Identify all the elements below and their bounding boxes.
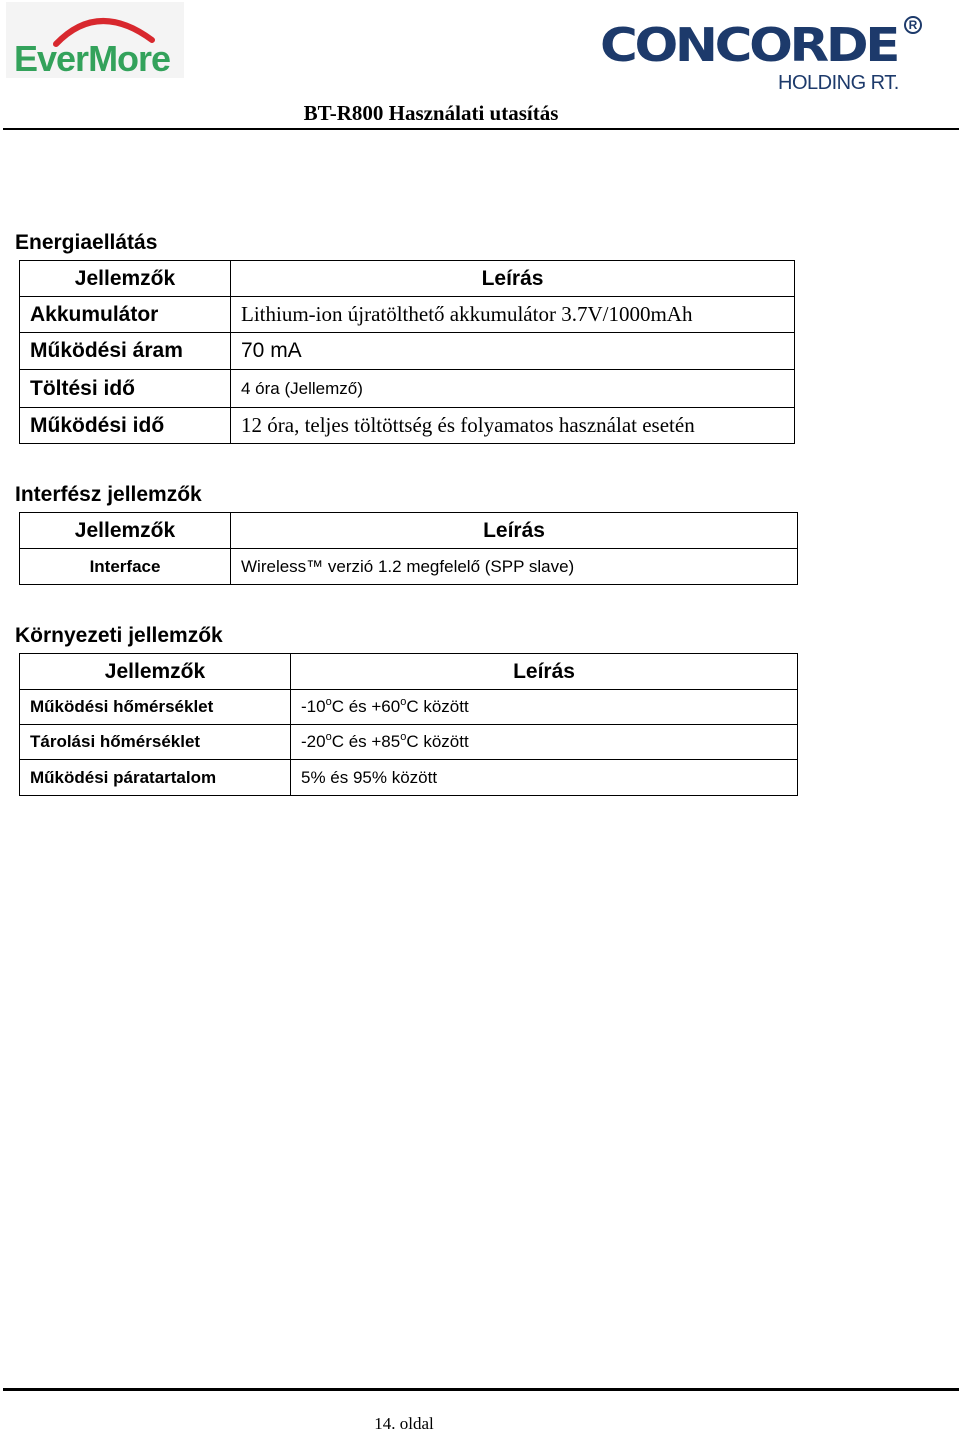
row-value-operating-time: 12 óra, teljes töltöttség és folyamatos használat esetén bbox=[231, 408, 795, 444]
column-header-description: Leírás bbox=[231, 261, 795, 297]
row-value-interface: Wireless™ verzió 1.2 megfelelő (SPP slave) bbox=[231, 549, 798, 585]
row-label-charging-time: Töltési idő bbox=[20, 370, 231, 408]
row-value-charging-time: 4 óra (Jellemző) bbox=[231, 370, 795, 408]
evermore-logo-text: EverMore bbox=[14, 38, 171, 79]
registered-mark-icon: R bbox=[904, 16, 922, 34]
page-number: 14. oldal bbox=[374, 1414, 434, 1433]
section-title-interface: Interfész jellemzők bbox=[15, 483, 202, 506]
column-header-feature: Jellemzők bbox=[20, 261, 231, 297]
row-value-battery: Lithium-ion újratölthető akkumulátor 3.7V/1000mAh bbox=[231, 297, 795, 333]
row-value-storage-temperature: -20$^o$C és $+85^oC$ között bbox=[291, 725, 798, 760]
table-row bbox=[20, 690, 798, 725]
row-label-battery: Akkumulátor bbox=[20, 297, 231, 333]
row-value-operating-humidity: 5% és 95% között bbox=[291, 760, 798, 796]
section-title-power: Energiaellátás bbox=[15, 231, 158, 254]
concorde-logo-subtext: HOLDING RT. bbox=[778, 72, 899, 94]
row-label-operating-humidity: Működési páratartalom bbox=[20, 760, 291, 796]
concorde-logo-text: CONCORDE bbox=[600, 18, 898, 72]
interface-table bbox=[19, 512, 798, 585]
table-row bbox=[20, 408, 795, 444]
table-row bbox=[20, 333, 795, 370]
table-row bbox=[20, 760, 798, 796]
table-row bbox=[20, 725, 798, 760]
table-header-row bbox=[20, 513, 798, 549]
footer-divider bbox=[3, 1388, 959, 1391]
column-header-feature: Jellemzők bbox=[20, 513, 231, 549]
table-row bbox=[20, 549, 798, 585]
row-label-storage-temperature: Tárolási hőmérséklet bbox=[20, 725, 291, 760]
column-header-feature: Jellemzők bbox=[20, 654, 291, 690]
row-label-operating-current: Működési áram bbox=[20, 333, 231, 370]
row-label-interface: Interface bbox=[20, 549, 231, 585]
column-header-description: Leírás bbox=[291, 654, 798, 690]
power-table bbox=[19, 260, 795, 444]
section-title-environment: Környezeti jellemzők bbox=[15, 624, 223, 647]
column-header-description: Leírás bbox=[231, 513, 798, 549]
concorde-logo bbox=[592, 4, 938, 100]
row-value-operating-current: 70 mA bbox=[231, 333, 795, 370]
evermore-logo bbox=[6, 2, 184, 78]
row-label-operating-time: Működési idő bbox=[20, 408, 231, 444]
table-header-row bbox=[20, 261, 795, 297]
table-row bbox=[20, 370, 795, 408]
header-divider bbox=[3, 128, 959, 130]
table-row bbox=[20, 297, 795, 333]
row-label-operating-temperature: Működési hőmérséklet bbox=[20, 690, 291, 725]
table-header-row bbox=[20, 654, 798, 690]
environment-table bbox=[19, 653, 798, 796]
row-value-operating-temperature: -10$^o$C és $+60^oC$ között bbox=[291, 690, 798, 725]
document-title: BT-R800 Használati utasítás bbox=[303, 101, 559, 125]
